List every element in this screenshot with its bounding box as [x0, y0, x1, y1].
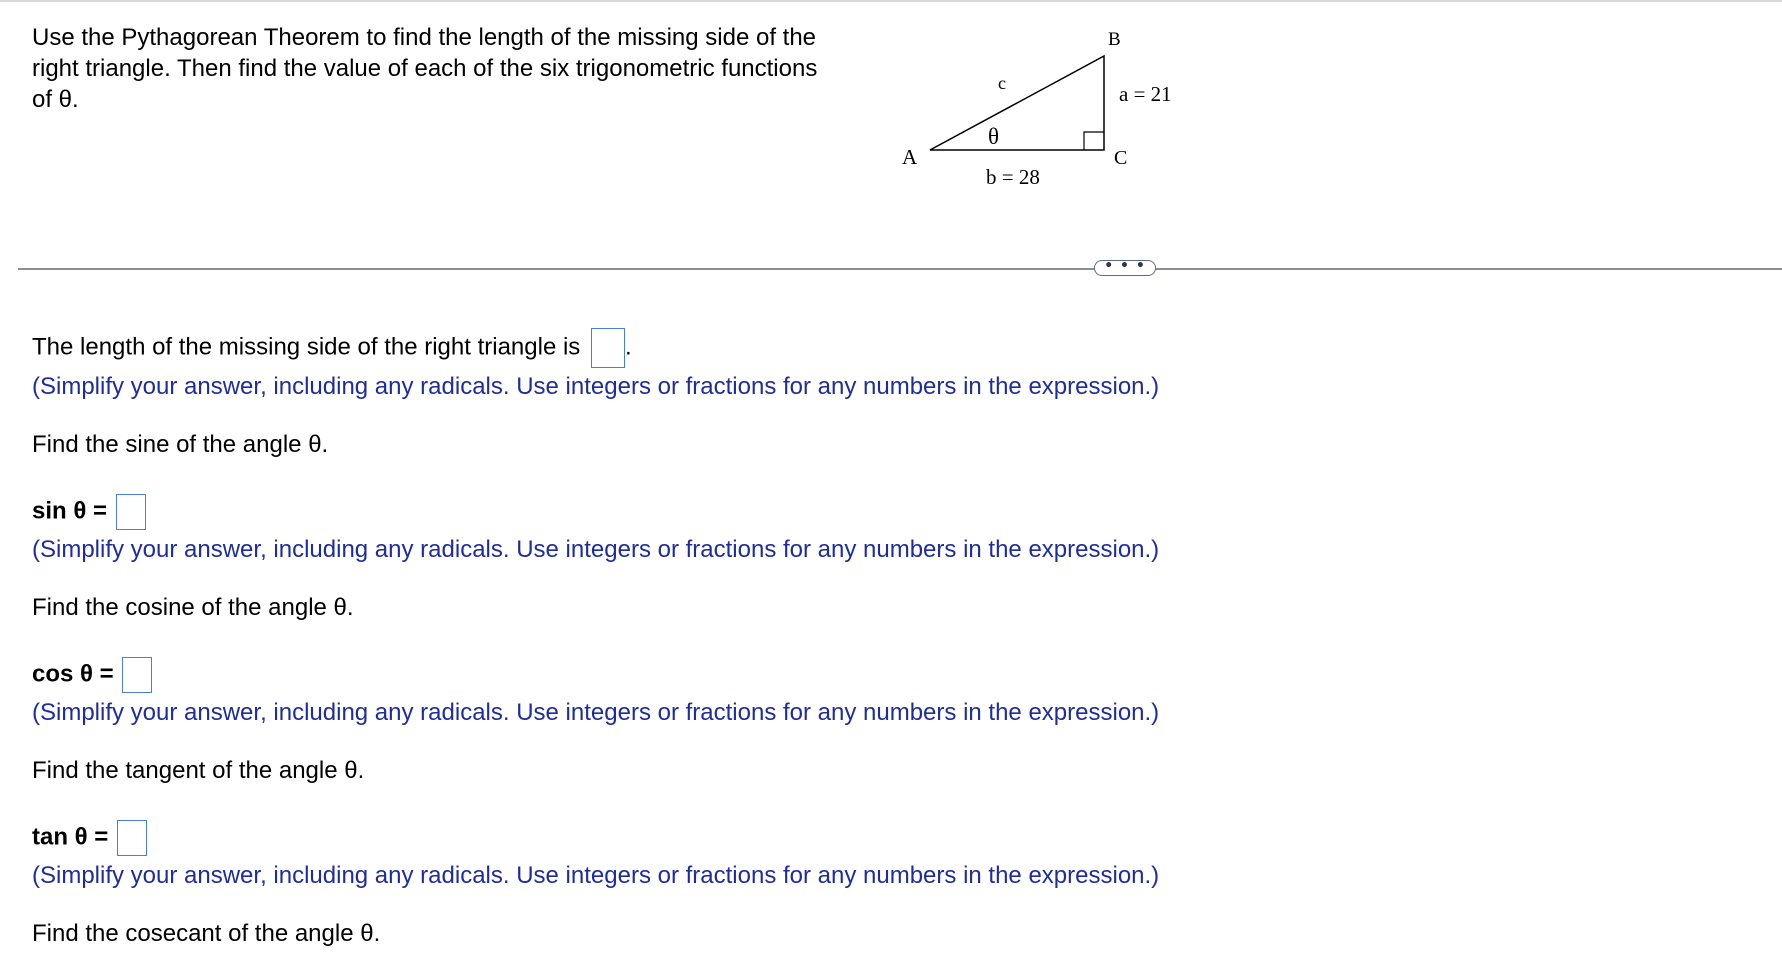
triangle-shape: [930, 56, 1104, 150]
cosine-prompt: Find the cosine of the angle θ.: [32, 594, 354, 621]
sine-answer-box[interactable]: [116, 494, 146, 530]
top-border: [0, 0, 1782, 2]
right-triangle-figure: [880, 14, 1200, 194]
question-line-2: right triangle. Then find the value of each of the six trigonometric functions: [32, 55, 818, 82]
tangent-answer-row: [32, 820, 147, 856]
vertex-b-label: B: [1108, 29, 1121, 50]
side-c-label: c: [998, 73, 1006, 93]
vertex-a-label: A: [902, 145, 918, 169]
tangent-answer-box[interactable]: [117, 820, 147, 856]
right-angle-marker: [1084, 132, 1104, 150]
question-line-1: Use the Pythagorean Theorem to find the length of the missing side of the: [32, 24, 817, 51]
section-divider: [18, 268, 1782, 270]
sine-answer-row: [32, 494, 146, 530]
missing-side-question: [32, 328, 632, 368]
more-options-button[interactable]: [1094, 260, 1156, 276]
cosine-hint: (Simplify your answer, including any radicals. Use integers or fractions for any numbers in the expression.): [32, 699, 1160, 726]
tangent-hint: (Simplify your answer, including any radicals. Use integers or fractions for any numbers in the expression.): [32, 862, 1160, 889]
sine-hint: (Simplify your answer, including any radicals. Use integers or fractions for any numbers in the expression.): [32, 536, 1160, 563]
side-b-label: b = 28: [986, 165, 1040, 189]
cosine-answer-box[interactable]: [122, 657, 152, 693]
missing-side-period: .: [624, 333, 632, 361]
sine-prompt: Find the sine of the angle θ.: [32, 431, 329, 458]
missing-side-hint: (Simplify your answer, including any radicals. Use integers or fractions for any numbers in the expression.): [32, 373, 1160, 400]
question-line-3: of θ.: [32, 86, 79, 113]
side-a-label: a = 21: [1119, 82, 1172, 106]
cosine-answer-row: [32, 657, 152, 693]
tangent-label: tan θ =: [32, 823, 109, 851]
missing-side-answer-box[interactable]: [591, 328, 625, 368]
triangle-svg: [880, 14, 1200, 194]
tangent-prompt: Find the tangent of the angle θ.: [32, 757, 365, 784]
vertex-c-label: C: [1114, 147, 1128, 169]
cosecant-prompt: Find the cosecant of the angle θ.: [32, 920, 381, 947]
missing-side-text: The length of the missing side of the right triangle is: [32, 333, 581, 361]
cosine-label: cos θ =: [32, 660, 114, 688]
sine-label: sin θ =: [32, 497, 107, 525]
angle-theta-label: θ: [988, 124, 1000, 149]
ellipsis-icon: • • •: [1104, 258, 1146, 274]
question-text: [32, 22, 912, 115]
